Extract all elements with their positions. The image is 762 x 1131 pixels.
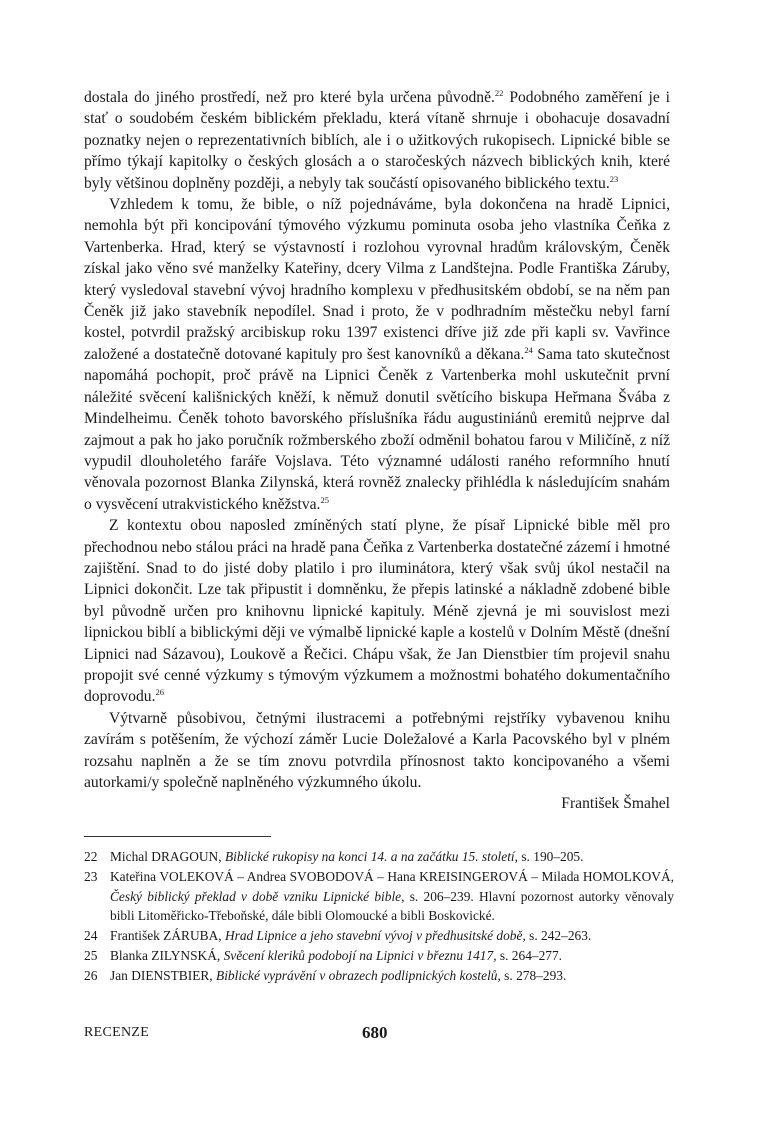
footnotes — [84, 847, 674, 986]
footnote-pages: , s. 190–205. — [514, 849, 584, 864]
paragraph-text: Sama tato skutečnost napomáhá pochopit, proč právě na Lipnici Čeněk z Vartenberka mohl uskutečnit první náležité svěcení kališnických kněží, k němuž donutil světícího biskupa Heřmana Švába z Mindelheimu. Čeněk tohoto bavorského příslušníka řádu augustiniánů eremitů nejprve dal zajmout a pak ho jako poručník rožmberského zboží odměnil bohatou farou v Miličíně, z níž vypudil dlouholetého faráře Vojslava. Této významné události raného reformního hnutí věnovala pozornost Blanka Zilynská, která rovněž znalecky přihlédla k následujícím snahám o vysvěcení utrakvistického kněžstva. — [84, 345, 670, 513]
footnote-title: Hrad Lipnice a jeho stavební vývoj v předhusitské době — [224, 928, 523, 944]
footnote-title: Biblické vyprávění v obrazech podlipnických kostelů — [216, 967, 498, 983]
paragraph-text: dostala do jiného prostředí, než pro které byla určena původně. — [84, 89, 495, 106]
footnote-ref-24[interactable]: 24 — [524, 344, 533, 355]
footnote-author: Kateřina VOLEKOVÁ – Andrea SVOBODOVÁ – Hana KREISINGEROVÁ – Milada HOMOLKOVÁ, — [110, 868, 674, 884]
footnote-title: Svěcení kleriků podobojí na Lipnici v březnu 1417 — [223, 947, 494, 963]
paragraph-text: Podobného zaměření je i stať o soudobém českém biblickém překladu, která vítaně shrnuje i obohacuje dosavadní poznatky nejen o reprezentativních biblích, ale i o užitkových rukopisech. Lipnické bible se přímo týkají kapitolky o českých glosách a o staročeských názvech biblických knih, které byly většinou doplněny později, a nebyly tak součástí opisovaného biblického textu. — [84, 89, 670, 192]
footnote-author: Jan DIENSTBIER, — [110, 967, 217, 983]
footnote-title: Český biblický překlad v době vzniku Lipnické bible — [110, 888, 402, 904]
footnote-pages: , s. 242–263. — [522, 928, 592, 944]
footnote-pages: , s. 206–239. Hlavní pozornost autorky věnovaly bibli Litoměřicko-Třeboňské, dále bibli Olomoucké a bibli Boskovické. — [110, 888, 674, 924]
paragraph-4 — [84, 708, 670, 794]
paragraph-3 — [84, 515, 670, 708]
footnote-author: František ZÁRUBA, — [110, 928, 225, 944]
footnote-number: 25 — [84, 947, 98, 963]
main-text — [84, 87, 670, 815]
footnote-title: Biblické rukopisy na konci 14. a na začátku 15. století — [224, 849, 515, 864]
footnote-ref-22[interactable]: 22 — [494, 88, 504, 98]
footnote-pages: , s. 278–293. — [497, 967, 567, 983]
paragraph-text: Vzhledem k tomu, že bible, o níž pojednáváme, byla dokončena na hradě Lipnici, nemohla být při koncipování týmového výzkumu pominuta osoba jeho vlastníka Čeňka z Vartenberka. Hrad, který se výstavností i rozlohou vyrovnal hradům královským, Čeněk získal jako věno své manželky Kateřiny, dcery Vilma z Landštejna. Podle Františka Záruby, který vysledoval stavební vývoj hradního komplexu v předhusitském období, se na něm pan Čeněk již jako stavebník nepodílel. Snad i proto, že v podhradním městečku nebyl farní kostel, potvrdil pražský arcibiskup roku 1397 existenci dříve již zde při kapli sv. Vavřince založené a dostatečně dotované kapituly pro šest kanovníků a děkana. — [84, 196, 670, 363]
footnote-divider — [84, 836, 271, 837]
footnote-number: 26 — [84, 967, 98, 983]
footnote-ref-25[interactable]: 25 — [320, 494, 329, 505]
footnote-ref-23[interactable]: 23 — [609, 173, 619, 184]
footnote-number: 22 — [84, 849, 98, 864]
footnote-number: 23 — [84, 868, 98, 884]
paragraph-2 — [84, 194, 670, 515]
footnote-ref-26[interactable]: 26 — [155, 687, 164, 698]
footnote-author: Michal DRAGOUN, — [110, 849, 225, 864]
author-signature: František Šmahel — [561, 795, 670, 813]
footnote-25 — [84, 946, 674, 966]
footnote-author: Blanka ZILYNSKÁ, — [110, 947, 224, 963]
page-number: 680 — [362, 1023, 388, 1042]
footnote-number: 24 — [84, 928, 98, 944]
paragraph-text: Z kontextu obou naposled zmíněných statí plyne, že písař Lipnické bible měl pro přechodnou nebo stálou práci na hradě pana Čeňka z Vartenberka dostatečné zázemí i hmotné zajištění. Snad to do jisté doby platilo i pro iluminátora, který však svůj úkol nestačil na Lipnici dokončit. Lze tak připustit i domněnku, že přepis latinské a nákladně zdobené bible byl původně určen pro knihovnu lipnické kapituly. Méně zjevná je mi souvislost mezi lipnickou biblí a biblickými ději ve výmalbě lipnické kaple a kostelů v Dolním Městě (dnešní Lipnici nad Sázavou), Loukově a Řečici. Chápu však, že Jan Dienstbier tím projevil snahu propojit své cenné výzkumy s týmovým výzkumem a možnostmi bohatého dokumentačního doprovodu. — [84, 517, 670, 706]
footnote-26 — [84, 966, 674, 986]
section-label: RECENZE — [84, 1025, 150, 1040]
paragraph-text: Výtvarně působivou, četnými ilustracemi a potřebnými rejstříky vybavenou knihu zavírám s potěšením, že výchozí záměr Lucie Doležalové a Karla Pacovského byl v plném rozsahu naplněn a že se tím znovu potvrdila přínosnost takto koncipovaného a všemi autorkami/y společně naplněného výzkumného úkolu. — [84, 709, 670, 791]
footnote-pages: , s. 264–277. — [493, 947, 563, 963]
paragraph-1 — [84, 87, 670, 194]
footnote-23 — [84, 867, 674, 926]
footnote-24 — [84, 926, 674, 946]
footnote-22 — [84, 847, 674, 867]
